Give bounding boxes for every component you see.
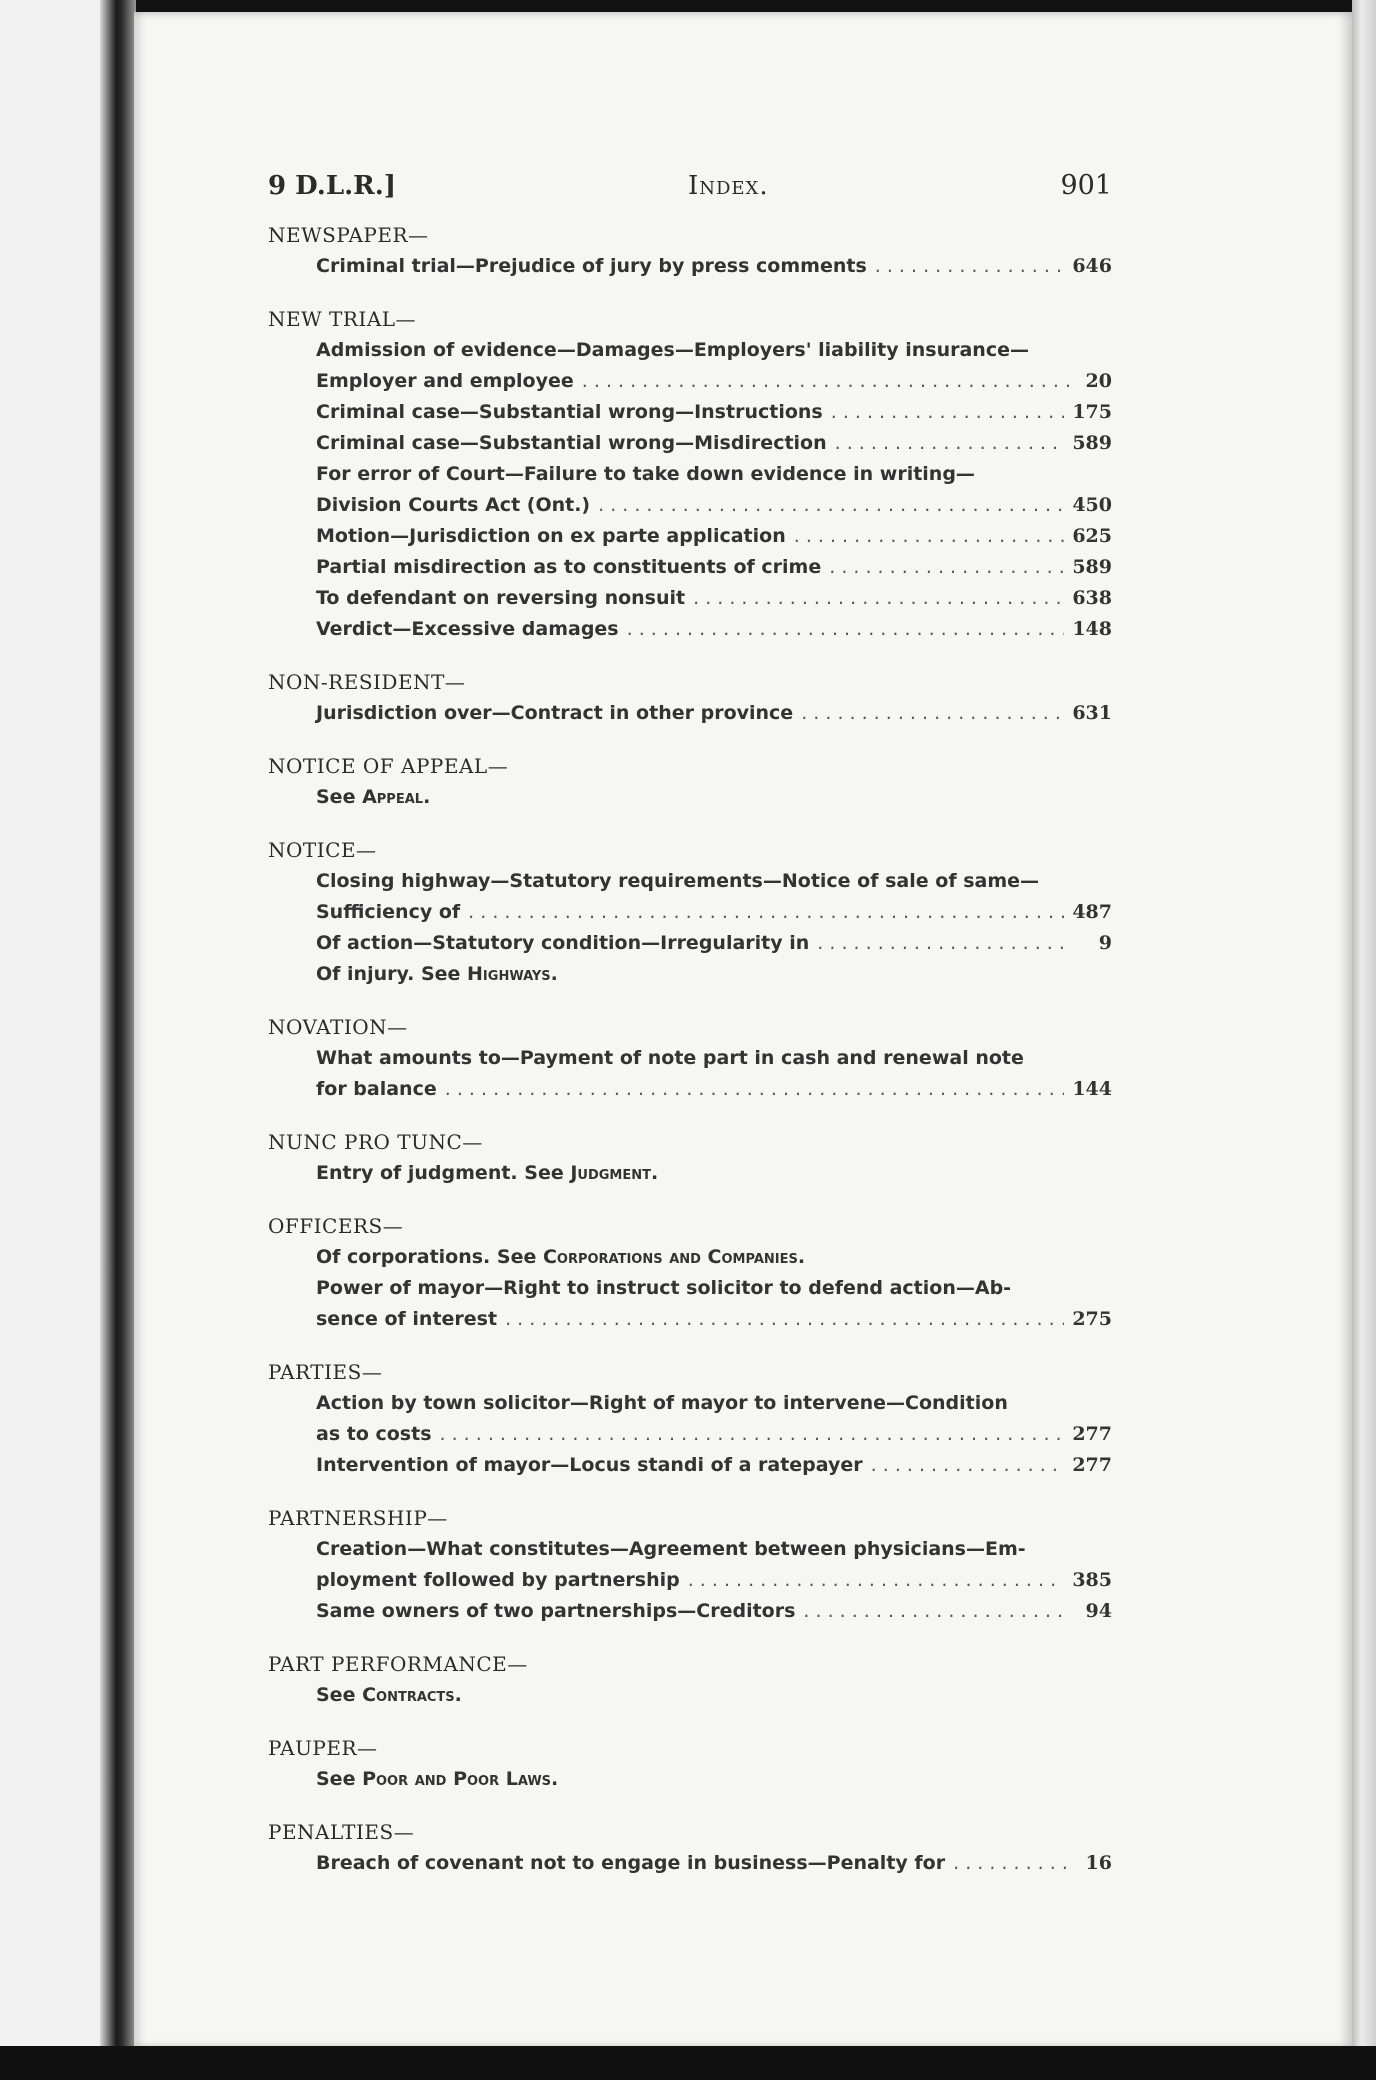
- entry-heading: NEW TRIAL—: [268, 307, 417, 331]
- leader-dots: [801, 698, 1064, 729]
- sub-entry-text: Sufficiency of: [316, 901, 461, 923]
- sub-entry-text: Closing highway—Statutory requirements—Notice of sale of same—: [316, 870, 1040, 892]
- sub-entry: [268, 521, 1112, 552]
- sub-entry-text: Division Courts Act (Ont.): [316, 494, 591, 516]
- sub-entry-text: For error of Court—Failure to take down evidence in writing—: [316, 463, 975, 485]
- entry-heading: PAUPER—: [268, 1736, 378, 1760]
- leader-dots: [582, 366, 1070, 397]
- page-reference: 589: [1072, 556, 1112, 578]
- sub-entry-text: Admission of evidence—Damages—Employers' liability insurance—: [316, 339, 1029, 361]
- index-entry: [268, 304, 1112, 645]
- leader-dots: [831, 397, 1065, 428]
- sub-entry-text: Breach of covenant not to engage in business—Penalty for: [316, 1852, 946, 1874]
- sub-entry: [268, 490, 1112, 521]
- page-reference: 625: [1072, 525, 1112, 547]
- cross-reference: Appeal.: [362, 786, 431, 808]
- sub-entry-text: Criminal case—Substantial wrong—Misdirection: [316, 432, 827, 454]
- sub-entry-text: Verdict—Excessive damages: [316, 618, 619, 640]
- sub-entry-text: Intervention of mayor—Locus standi of a ratepayer: [316, 1454, 863, 1476]
- sub-entry-text: What amounts to—Payment of note part in cash and renewal note: [316, 1047, 1024, 1069]
- leader-dots: [835, 428, 1065, 459]
- sub-entry-text: Motion—Jurisdiction on ex parte application: [316, 525, 786, 547]
- leader-dots: [693, 583, 1064, 614]
- sub-entry: [268, 698, 1112, 729]
- leader-dots: [627, 614, 1065, 645]
- see-prefix: Of corporations. See: [316, 1246, 543, 1268]
- leader-dots: [598, 490, 1064, 521]
- sub-entry: [268, 866, 1112, 897]
- leader-dots: [871, 1450, 1065, 1481]
- page-reference: 631: [1072, 702, 1112, 724]
- sub-entry: [268, 614, 1112, 645]
- index-entries: [268, 220, 1112, 1879]
- see-reference: [268, 1764, 1112, 1795]
- sub-entry: [268, 366, 1112, 397]
- leader-dots: [953, 1848, 1070, 1879]
- entry-heading: NOTICE OF APPEAL—: [268, 754, 509, 778]
- leader-dots: [505, 1304, 1064, 1335]
- index-entry: [268, 1733, 1112, 1795]
- sub-entry: [268, 1450, 1112, 1481]
- entry-heading: NOTICE—: [268, 838, 377, 862]
- entry-heading: OFFICERS—: [268, 1214, 404, 1238]
- sub-entry-text: Partial misdirection as to constituents of crime: [316, 556, 822, 578]
- sub-entry: [268, 1043, 1112, 1074]
- leader-dots: [688, 1565, 1065, 1596]
- sub-entry: [268, 1304, 1112, 1335]
- see-prefix: See: [316, 1684, 363, 1706]
- leader-dots: [803, 1596, 1070, 1627]
- see-prefix: See: [316, 1768, 363, 1790]
- cross-reference: Contracts.: [362, 1684, 462, 1706]
- sub-entry: [268, 897, 1112, 928]
- volume-reference: 9 D.L.R.]: [268, 171, 397, 201]
- page-reference: 638: [1072, 587, 1112, 609]
- sub-entry-text: Creation—What constitutes—Agreement between physicians—Em-: [316, 1538, 1026, 1560]
- sub-entry-text: as to costs: [316, 1423, 432, 1445]
- sub-entry-text: To defendant on reversing nonsuit: [316, 587, 686, 609]
- index-entry: [268, 1357, 1112, 1481]
- page-reference: 277: [1072, 1454, 1112, 1476]
- page-reference: 148: [1072, 618, 1112, 640]
- sub-entry: [268, 1534, 1112, 1565]
- entry-heading: NOVATION—: [268, 1015, 408, 1039]
- entry-heading: NON-RESIDENT—: [268, 670, 466, 694]
- sub-entry: [268, 1565, 1112, 1596]
- sub-entry: [268, 1596, 1112, 1627]
- leader-dots: [468, 897, 1064, 928]
- entry-heading: PENALTIES—: [268, 1820, 415, 1844]
- sub-entry-text: Same owners of two partnerships—Creditors: [316, 1600, 796, 1622]
- index-entry: [268, 1211, 1112, 1335]
- scan-border-bottom: [0, 2046, 1376, 2080]
- sub-entry-text: Power of mayor—Right to instruct solicitor to defend action—Ab-: [316, 1277, 1012, 1299]
- see-reference: [268, 1158, 1112, 1189]
- page-reference: 487: [1072, 901, 1112, 923]
- sub-entry: [268, 583, 1112, 614]
- page-reference: 275: [1072, 1308, 1112, 1330]
- leader-dots: [829, 552, 1064, 583]
- sub-entry-text: ployment followed by partnership: [316, 1569, 680, 1591]
- leader-dots: [794, 521, 1065, 552]
- sub-entry-text: Criminal case—Substantial wrong—Instructions: [316, 401, 823, 423]
- page-reference: 175: [1072, 401, 1112, 423]
- index-entry: [268, 1012, 1112, 1105]
- sub-entry-text: sence of interest: [316, 1308, 498, 1330]
- running-head: [268, 170, 1112, 202]
- index-entry: [268, 1649, 1112, 1711]
- entry-heading: PARTNERSHIP—: [268, 1506, 448, 1530]
- page-reference: 646: [1072, 255, 1112, 277]
- cross-reference: Judgment.: [570, 1162, 659, 1184]
- cross-reference: Highways.: [467, 963, 558, 985]
- index-entry: [268, 835, 1112, 990]
- entry-heading: NEWSPAPER—: [268, 223, 429, 247]
- page-content: [268, 170, 1112, 1901]
- see-prefix: Of injury. See: [316, 963, 468, 985]
- see-prefix: See: [316, 786, 363, 808]
- page-reference: 20: [1085, 370, 1112, 392]
- page-reference: 589: [1072, 432, 1112, 454]
- page-reference: 144: [1072, 1078, 1112, 1100]
- page-edge: [1352, 0, 1376, 2080]
- page-reference: 277: [1072, 1423, 1112, 1445]
- leader-dots: [445, 1074, 1065, 1105]
- sub-entry: [268, 251, 1112, 282]
- sub-entry: [268, 397, 1112, 428]
- leader-dots: [440, 1419, 1065, 1450]
- sub-entry: [268, 1388, 1112, 1419]
- sub-entry-text: Criminal trial—Prejudice of jury by press comments: [316, 255, 867, 277]
- page-reference: 9: [1098, 932, 1112, 954]
- see-reference: [268, 782, 1112, 813]
- index-entry: [268, 1817, 1112, 1879]
- page-number: 901: [1060, 170, 1112, 201]
- entry-heading: PART PERFORMANCE—: [268, 1652, 528, 1676]
- leader-dots: [875, 251, 1065, 282]
- sub-entry: [268, 928, 1112, 959]
- sub-entry: [268, 1074, 1112, 1105]
- index-entry: [268, 751, 1112, 813]
- sub-entry: [268, 335, 1112, 366]
- leader-dots: [817, 928, 1070, 959]
- page-reference: 16: [1085, 1852, 1112, 1874]
- see-reference: [268, 959, 1112, 990]
- sub-entry-text: Of action—Statutory condition—Irregularity in: [316, 932, 810, 954]
- see-prefix: Entry of judgment. See: [316, 1162, 571, 1184]
- index-entry: [268, 1127, 1112, 1189]
- sub-entry-text: Employer and employee: [316, 370, 574, 392]
- page-reference: 450: [1072, 494, 1112, 516]
- index-entry: [268, 220, 1112, 282]
- sub-entry-text: Jurisdiction over—Contract in other province: [316, 702, 794, 724]
- cross-reference: Corporations and Companies.: [542, 1246, 806, 1268]
- page-reference: 94: [1085, 1600, 1112, 1622]
- cross-reference: Poor and Poor Laws.: [362, 1768, 559, 1790]
- entry-heading: NUNC PRO TUNC—: [268, 1130, 483, 1154]
- sub-entry-text: Action by town solicitor—Right of mayor to intervene—Condition: [316, 1392, 1008, 1414]
- see-reference: [268, 1242, 1112, 1273]
- sub-entry: [268, 552, 1112, 583]
- entry-heading: PARTIES—: [268, 1360, 383, 1384]
- sub-entry: [268, 1273, 1112, 1304]
- sub-entry: [268, 428, 1112, 459]
- page-reference: 385: [1072, 1569, 1112, 1591]
- index-entry: [268, 1503, 1112, 1627]
- book-gutter: [100, 0, 136, 2080]
- index-entry: [268, 667, 1112, 729]
- sub-entry-text: for balance: [316, 1078, 437, 1100]
- sub-entry: [268, 459, 1112, 490]
- page-title: Index.: [687, 171, 769, 201]
- sub-entry: [268, 1419, 1112, 1450]
- see-reference: [268, 1680, 1112, 1711]
- sub-entry: [268, 1848, 1112, 1879]
